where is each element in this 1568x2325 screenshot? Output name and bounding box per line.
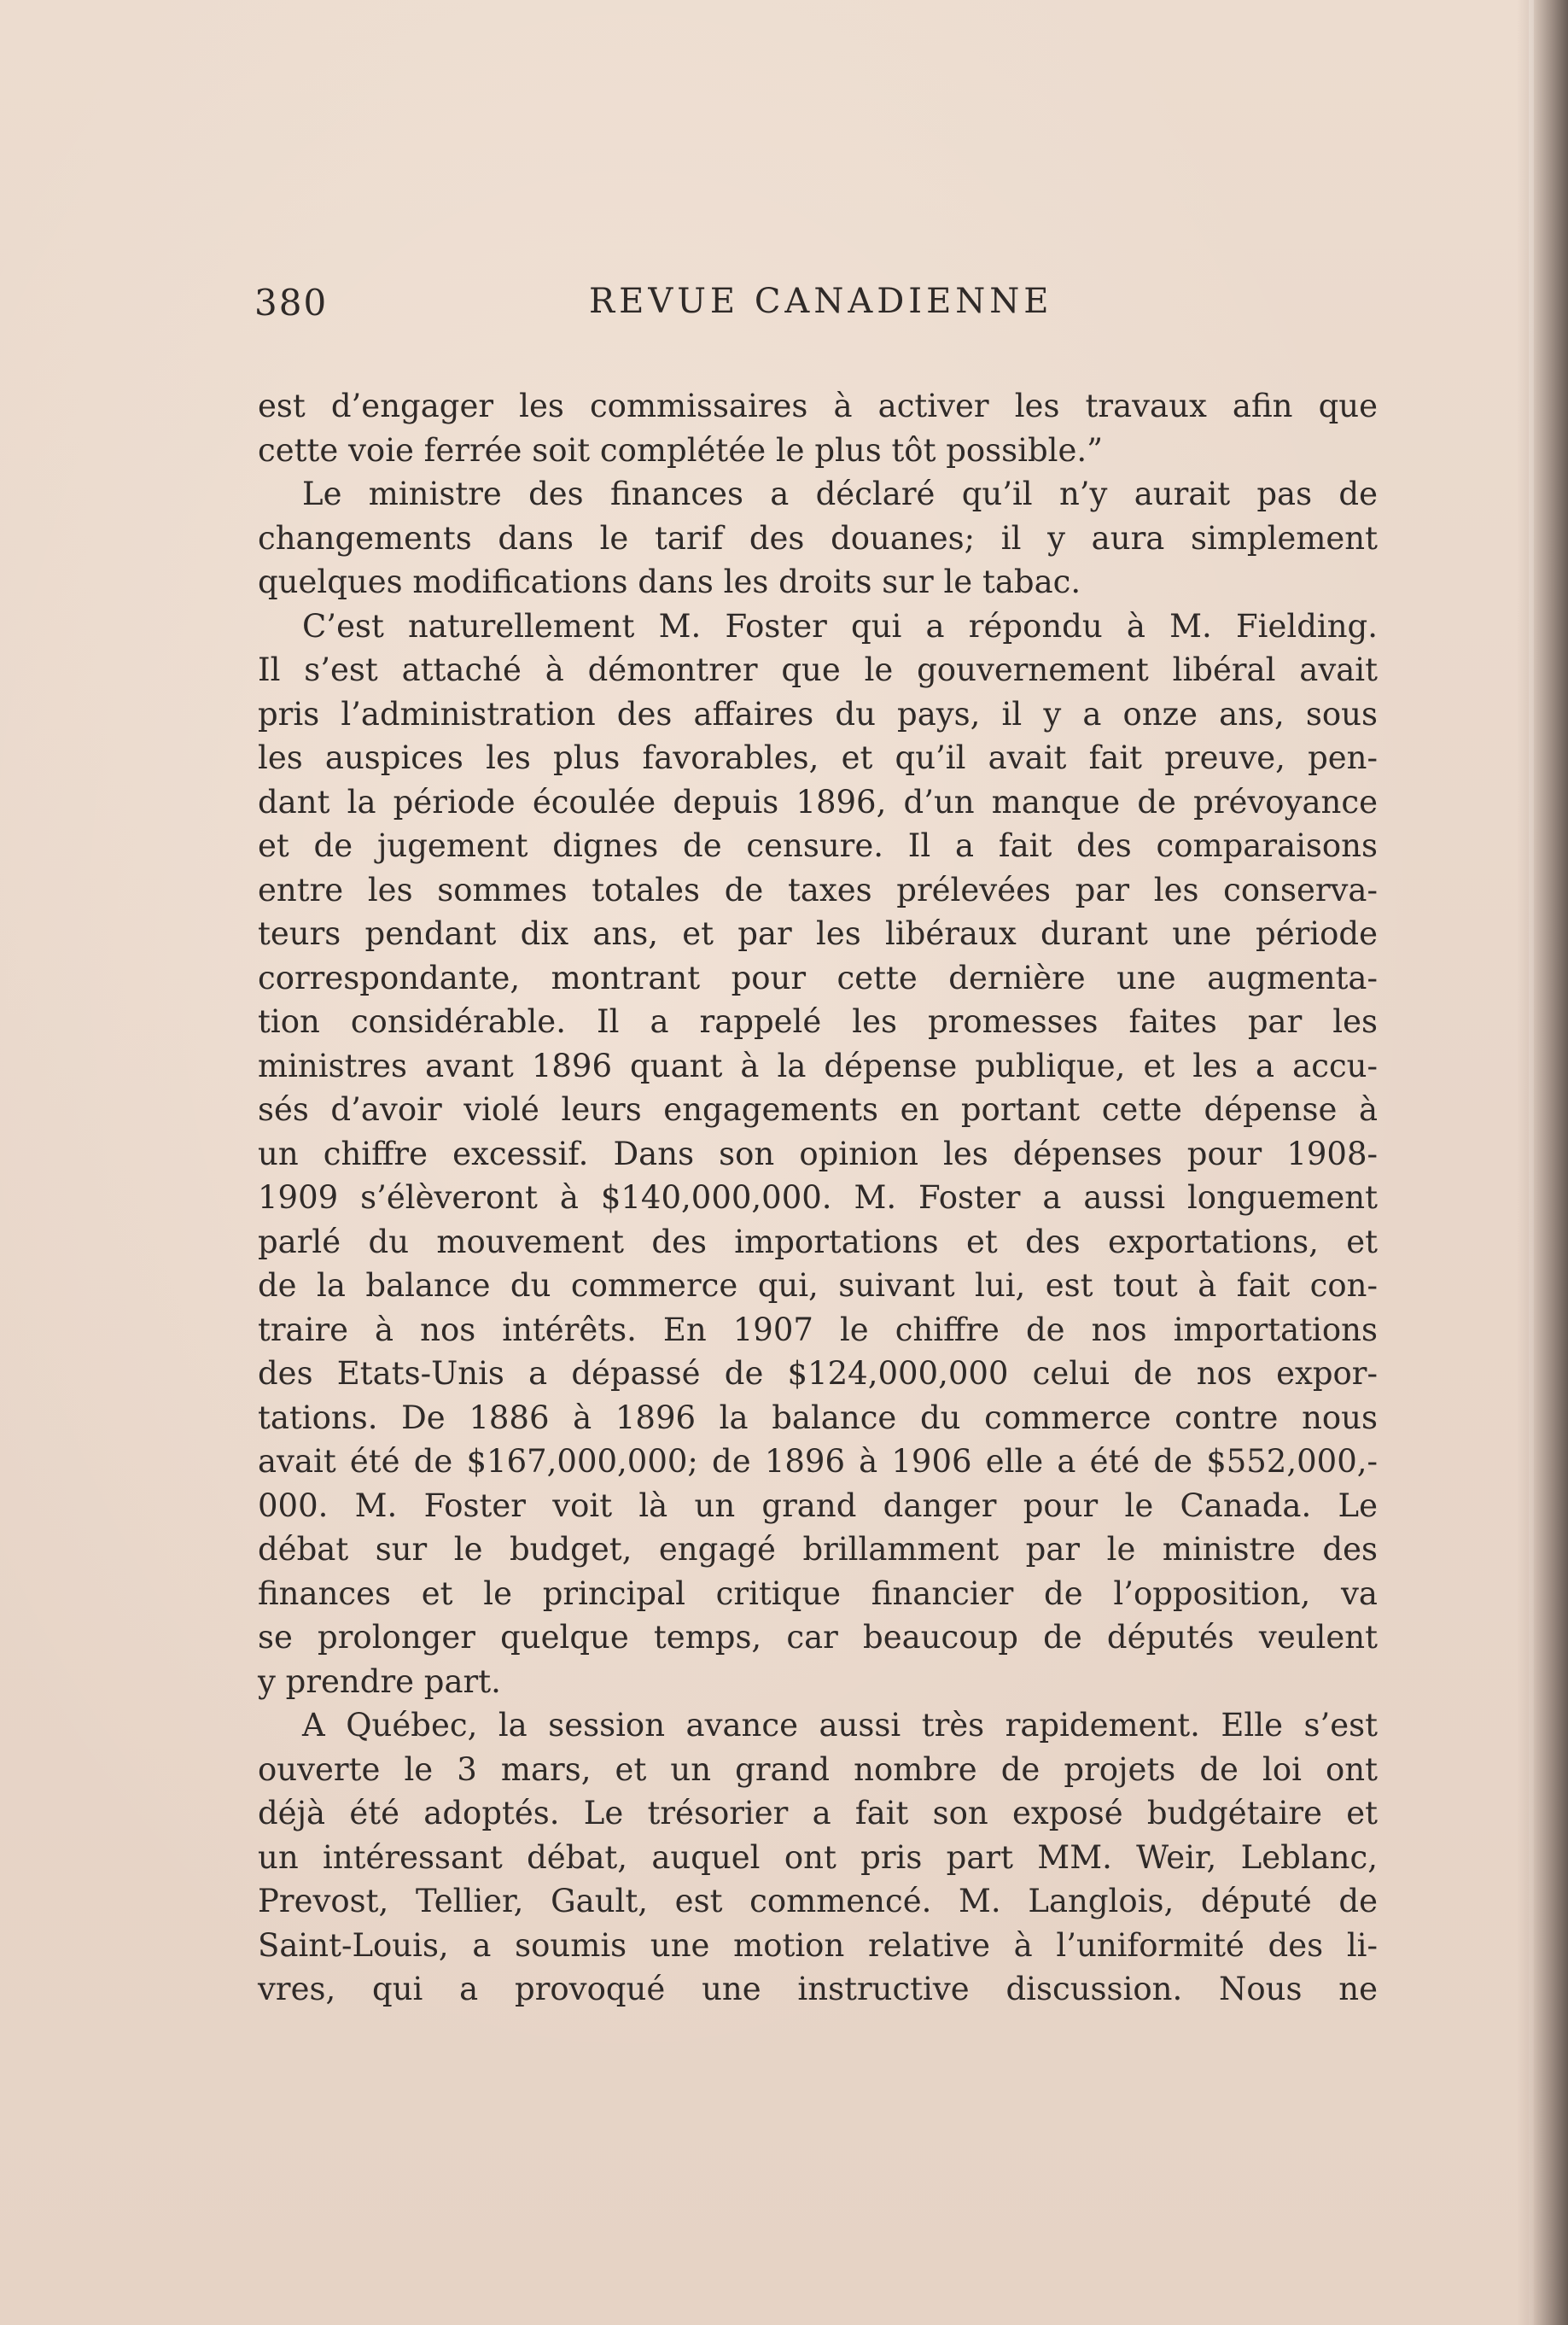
page-header	[254, 282, 1381, 350]
text-line: se prolonger quelque temps, car beaucoup de députés veulent	[258, 1619, 1378, 1656]
text-line: parlé du mouvement des importations et des exportations, et	[258, 1223, 1378, 1260]
text-line: entre les sommes totales de taxes prélevées par les conserva-	[258, 871, 1378, 908]
text-line: teurs pendant dix ans, et par les libéraux durant une période	[258, 915, 1378, 952]
text-line: sés d’avoir violé leurs engagements en portant cette dépense à	[258, 1091, 1378, 1128]
text-line: tion considérable. Il a rappelé les promesses faites par les	[258, 1003, 1378, 1040]
text-line: ouverte le 3 mars, et un grand nombre de projets de loi ont	[258, 1750, 1378, 1788]
text-line: Saint-Louis, a soumis une motion relative à l’uniformité des li-	[258, 1926, 1378, 1964]
text-line: traire à nos intérêts. En 1907 le chiffre de nos importations	[258, 1311, 1378, 1348]
text-line: cette voie ferrée soit complétée le plus tôt possible.”	[258, 431, 1104, 469]
text-line: déjà été adoptés. Le trésorier a fait son exposé budgétaire et	[258, 1795, 1378, 1831]
text-line: y prendre part.	[258, 1662, 501, 1700]
text-line: et de jugement dignes de censure. Il a fait des comparaisons	[258, 827, 1378, 864]
text-line: quelques modifications dans les droits sur le tabac.	[258, 564, 1081, 600]
text-line: tations. De 1886 à 1896 la balance du commerce contre nous	[258, 1399, 1378, 1436]
text-line: Il s’est attaché à démontrer que le gouvernement libéral avait	[258, 651, 1378, 688]
text-line: changements dans le tarif des douanes; il y aura simplement	[258, 519, 1378, 557]
text-line: Prevost, Tellier, Gault, est commencé. M. Langlois, député de	[258, 1883, 1378, 1919]
text-line: C’est naturellement M. Foster qui a répondu à M. Fielding.	[302, 607, 1378, 645]
text-line: vres, qui a provoqué une instructive discussion. Nous ne	[258, 1971, 1378, 2007]
running-head: REVUE CANADIENNE	[589, 282, 1053, 321]
text-line: A Québec, la session avance aussi très rapidement. Elle s’est	[302, 1707, 1378, 1744]
text-line: dant la période écoulée depuis 1896, d’un manque de prévoyance	[258, 783, 1378, 821]
text-line: les auspices les plus favorables, et qu’il avait fait preuve, pen-	[258, 739, 1378, 776]
text-line: des Etats-Unis a dépassé de $124,000,000 celui de nos expor-	[258, 1355, 1378, 1392]
text-line: pris l’administration des affaires du pays, il y a onze ans, sous	[258, 695, 1378, 733]
text-line: un intéressant débat, auquel ont pris part MM. Weir, Leblanc,	[258, 1838, 1378, 1876]
text-line: 1909 s’élèveront à $140,000,000. M. Foster a aussi longuement	[258, 1179, 1378, 1216]
text-line: 000. M. Foster voit là un grand danger pour le Canada. Le	[258, 1487, 1378, 1524]
text-line: ministres avant 1896 quant à la dépense publique, et les a accu-	[258, 1047, 1378, 1084]
text-line: Le ministre des finances a déclaré qu’il n’y aurait pas de	[302, 476, 1378, 512]
text-line: correspondante, montrant pour cette dernière une augmenta-	[258, 959, 1378, 996]
text-line: débat sur le budget, engagé brillamment par le ministre des	[258, 1531, 1378, 1568]
text-line: de la balance du commerce qui, suivant lui, est tout à fait con-	[258, 1267, 1378, 1304]
page-number: 380	[254, 282, 329, 324]
page-edge-highlight	[1529, 0, 1534, 2325]
text-line: est d’engager les commissaires à activer les travaux afin que	[258, 388, 1378, 424]
body-text	[258, 384, 1378, 2012]
text-line: un chiffre excessif. Dans son opinion les dépenses pour 1908-	[258, 1135, 1378, 1172]
text-line: avait été de $167,000,000; de 1896 à 1906 elle a été de $552,000,-	[258, 1443, 1378, 1480]
page-edge-shadow	[1517, 0, 1568, 2325]
text-line: finances et le principal critique financier de l’opposition, va	[258, 1574, 1378, 1612]
